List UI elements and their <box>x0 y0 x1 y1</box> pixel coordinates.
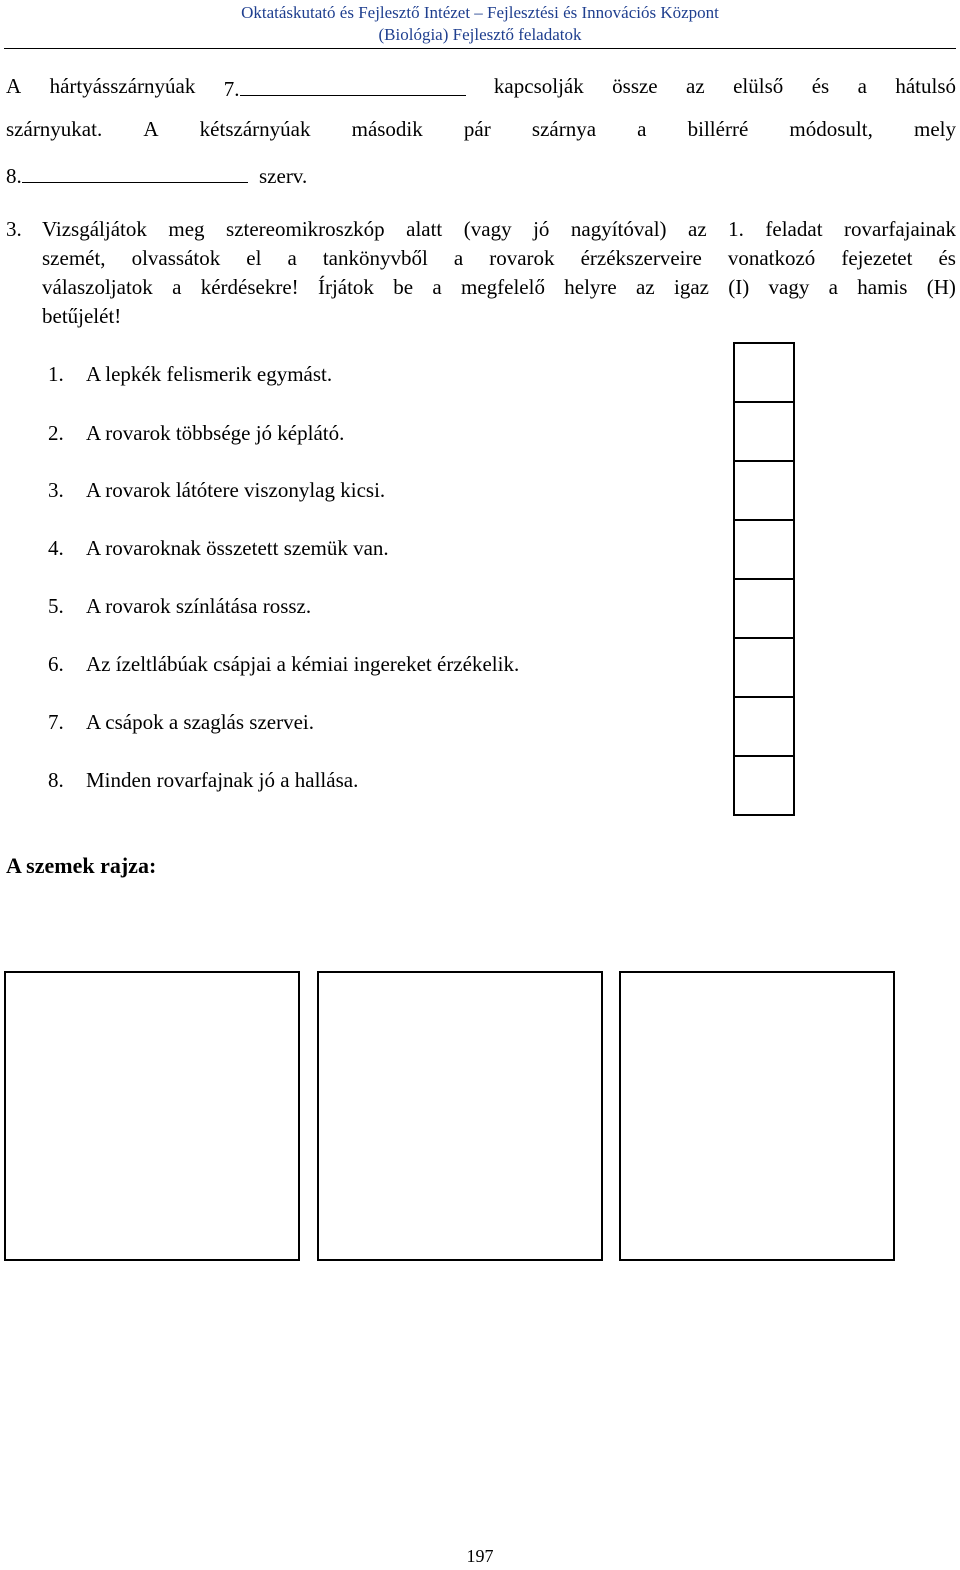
word: a <box>432 275 442 299</box>
task-number: 3. <box>6 217 22 241</box>
blank-line-7[interactable] <box>240 73 466 96</box>
word: a <box>637 117 647 141</box>
statement-number: 4. <box>48 536 64 560</box>
answer-box-8[interactable] <box>733 755 795 816</box>
word: hamis <box>857 275 908 299</box>
word: szárnyukat. <box>6 117 103 141</box>
word: hártyásszárnyúak <box>49 74 196 98</box>
header-subject: (Biológia) Fejlesztő feladatok <box>378 25 582 44</box>
statement-item <box>48 651 519 677</box>
blank-number: 7. <box>223 77 240 101</box>
word: az <box>688 217 707 241</box>
word: rovarok <box>489 246 555 270</box>
page-header <box>0 2 960 46</box>
word: (H) <box>926 275 956 299</box>
word: a <box>453 246 464 270</box>
word: kérdésekre! <box>200 275 299 299</box>
statement-item <box>48 361 332 387</box>
word: kapcsolják <box>493 74 584 98</box>
statement-item <box>48 593 311 619</box>
word: megfelelő <box>460 275 545 299</box>
statement-item <box>48 709 314 735</box>
word: vagy <box>768 275 810 299</box>
word: nagyítóval) <box>570 217 667 241</box>
statement-text: A rovarok többsége jó képlátó. <box>86 421 345 445</box>
word: feladat <box>765 217 823 241</box>
drawing-box-3[interactable] <box>619 971 895 1261</box>
page-number: 197 <box>466 1546 494 1566</box>
word: szárnya <box>531 117 597 141</box>
answer-box-6[interactable] <box>733 637 795 698</box>
word: A <box>143 117 159 141</box>
word: szerv. <box>259 164 308 188</box>
word: (I) <box>728 275 750 299</box>
statement-text: A csápok a szaglás szervei. <box>86 710 314 734</box>
word: el <box>246 246 262 270</box>
statement-item <box>48 535 389 561</box>
fill-in-7 <box>224 73 466 102</box>
drawing-box-2[interactable] <box>317 971 603 1261</box>
task3-line-2 <box>42 245 956 271</box>
word: az <box>636 275 655 299</box>
statement-number: 8. <box>48 768 64 792</box>
word: össze <box>612 74 658 98</box>
answer-box-3[interactable] <box>733 460 795 521</box>
word: olvassátok <box>131 246 221 270</box>
word: a <box>857 74 867 98</box>
paragraph-line-3 <box>6 160 956 189</box>
word: elülső <box>733 74 784 98</box>
word: érzékszerveire <box>580 246 702 270</box>
statement-text: A lepkék felismerik egymást. <box>86 362 333 386</box>
word: és <box>811 74 830 98</box>
statement-number: 3. <box>48 478 64 502</box>
word: szemét, <box>42 246 106 270</box>
word: tankönyvből <box>322 246 428 270</box>
header-divider <box>4 48 956 49</box>
word: Írjátok <box>317 275 374 299</box>
word: a <box>828 275 838 299</box>
word: A <box>6 74 22 98</box>
drawing-box-1[interactable] <box>4 971 300 1261</box>
word: sztereomikroszkóp <box>226 217 385 241</box>
word: fejezetet <box>841 246 913 270</box>
statement-number: 7. <box>48 710 64 734</box>
statement-number: 5. <box>48 594 64 618</box>
word: hátulsó <box>895 74 956 98</box>
word: jó <box>533 217 550 241</box>
word: és <box>938 246 956 270</box>
word: az <box>686 74 705 98</box>
word: (vagy <box>463 217 512 241</box>
word: be <box>393 275 414 299</box>
statement-text: A rovarok színlátása rossz. <box>86 594 312 618</box>
statement-number: 2. <box>48 421 64 445</box>
drawing-section-title: A szemek rajza: <box>6 853 157 878</box>
statement-number: 6. <box>48 652 64 676</box>
task3-line-1 <box>42 216 956 242</box>
answer-box-2[interactable] <box>733 401 795 462</box>
blank-number: 8. <box>6 164 22 188</box>
statement-number: 1. <box>48 362 64 386</box>
answer-box-1[interactable] <box>733 342 795 403</box>
word: mely <box>914 117 956 141</box>
word: igaz <box>673 275 709 299</box>
answer-box-4[interactable] <box>733 519 795 580</box>
word: második <box>351 117 423 141</box>
statement-item <box>48 767 358 793</box>
word: a <box>287 246 297 270</box>
answer-column <box>733 342 793 816</box>
word: kétszárnyúak <box>199 117 311 141</box>
word: pár <box>463 117 491 141</box>
word: válaszoljatok <box>42 275 153 299</box>
statement-text: A rovaroknak összetett szemük van. <box>86 536 389 560</box>
word: 1. <box>728 217 744 241</box>
task3-line-4: betűjelét! <box>42 304 122 328</box>
word: billérré <box>687 117 749 141</box>
statement-item <box>48 477 385 503</box>
statement-text: Az ízeltlábúak csápjai a kémiai ingereket érzékelik. <box>86 652 520 676</box>
word: alatt <box>406 217 443 241</box>
answer-box-7[interactable] <box>733 696 795 757</box>
statement-text: Minden rovarfajnak jó a hallása. <box>86 768 359 792</box>
word: Vizsgáljátok <box>42 217 147 241</box>
answer-box-5[interactable] <box>733 578 795 639</box>
paragraph-line-1 <box>6 73 956 102</box>
word: a <box>172 275 182 299</box>
word: vonatkozó <box>727 246 816 270</box>
statement-text: A rovarok látótere viszonylag kicsi. <box>86 478 386 502</box>
statement-item <box>48 420 344 446</box>
word: módosult, <box>789 117 873 141</box>
header-institute: Oktatáskutató és Fejlesztő Intézet – Fejlesztési és Innovációs Központ <box>241 3 719 22</box>
word: rovarfajainak <box>844 217 956 241</box>
word: helyre <box>564 275 617 299</box>
task3-line-3 <box>42 274 956 300</box>
paragraph-line-2 <box>6 116 956 142</box>
word: meg <box>168 217 205 241</box>
blank-line-8[interactable] <box>22 160 248 183</box>
